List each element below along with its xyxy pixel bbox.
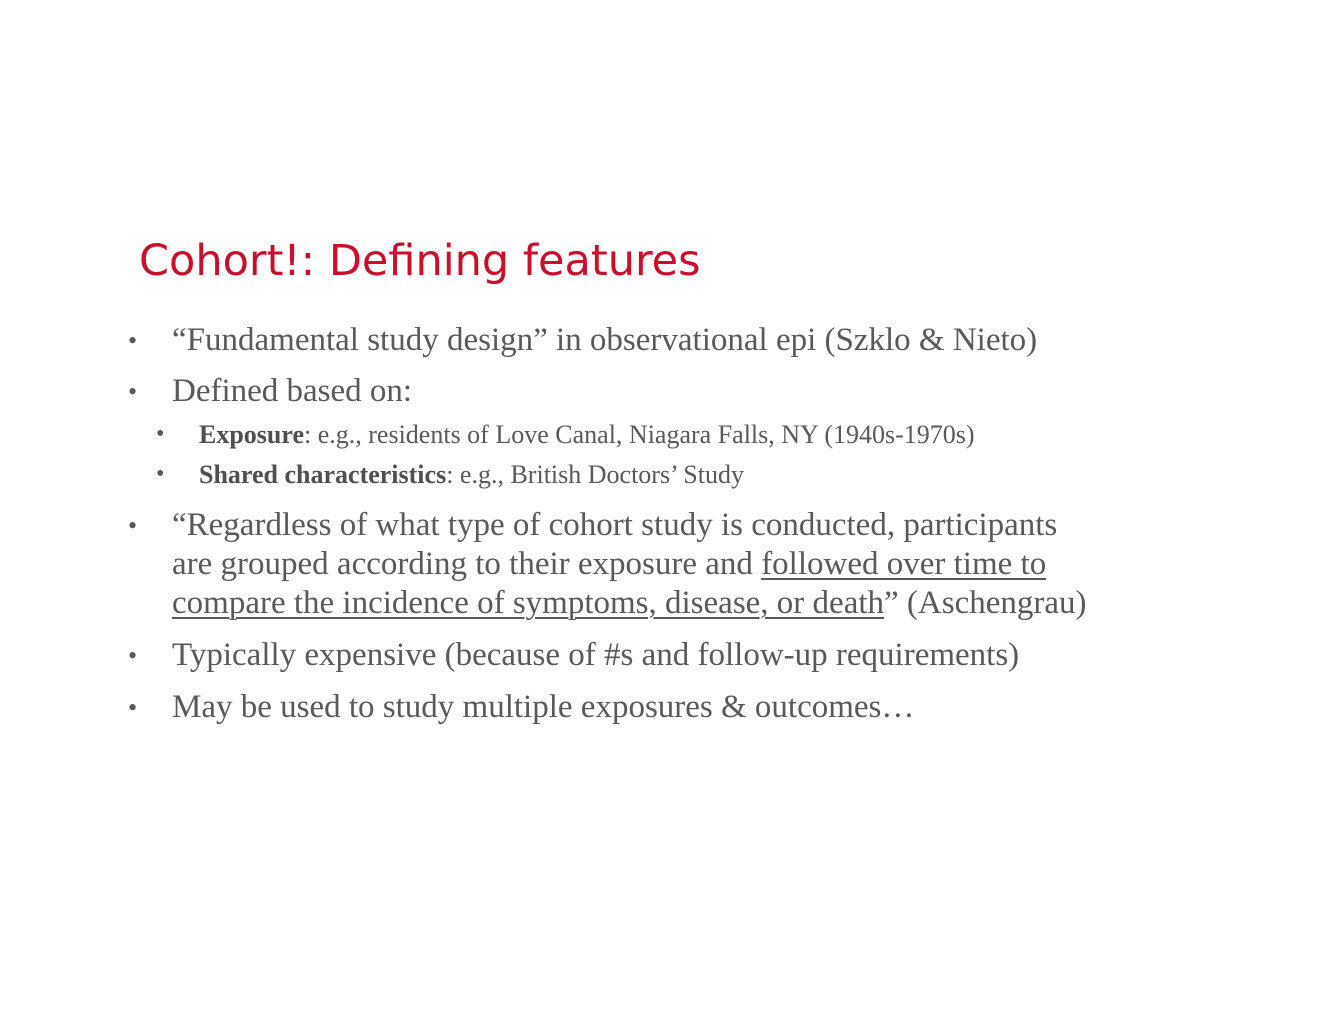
sub-bullet-text: : e.g., British Doctors’ Study [446, 460, 744, 489]
sub-bullet-term: Exposure [199, 420, 304, 449]
sub-bullet-term: Shared characteristics [199, 460, 447, 489]
quote-line-1: “Regardless of what type of cohort study is conducted, participants [172, 507, 1058, 543]
bullet-marker: • [128, 377, 138, 406]
bullet-text: Typically expensive (because of #s and follow-up requirements) [172, 637, 1020, 673]
sub-bullet-marker: • [156, 421, 165, 447]
quote-line-3-plain: ” (Aschengrau) [884, 585, 1087, 621]
bullet-text: “Fundamental study design” in observational epi (Szklo & Nieto) [172, 322, 1038, 358]
sub-bullet-text: : e.g., residents of Love Canal, Niagara Falls, NY (1940s-1970s) [304, 420, 975, 449]
bullet-text: Defined based on: [172, 373, 413, 409]
bullet-marker: • [128, 693, 138, 722]
quote-line-2-underlined: followed over time to [761, 546, 1047, 582]
bullet-marker: • [128, 511, 138, 540]
sub-bullet-marker: • [156, 461, 165, 487]
quote-line-2-plain: are grouped according to their exposure and [172, 546, 762, 582]
slide-title: Cohort!: Defining features [139, 236, 701, 286]
quote-line-3-underlined: compare the incidence of symptoms, disease, or death [172, 585, 885, 621]
bullet-marker: • [128, 641, 138, 670]
bullet-marker: • [128, 326, 138, 355]
bullet-text: May be used to study multiple exposures & outcomes… [172, 689, 915, 725]
